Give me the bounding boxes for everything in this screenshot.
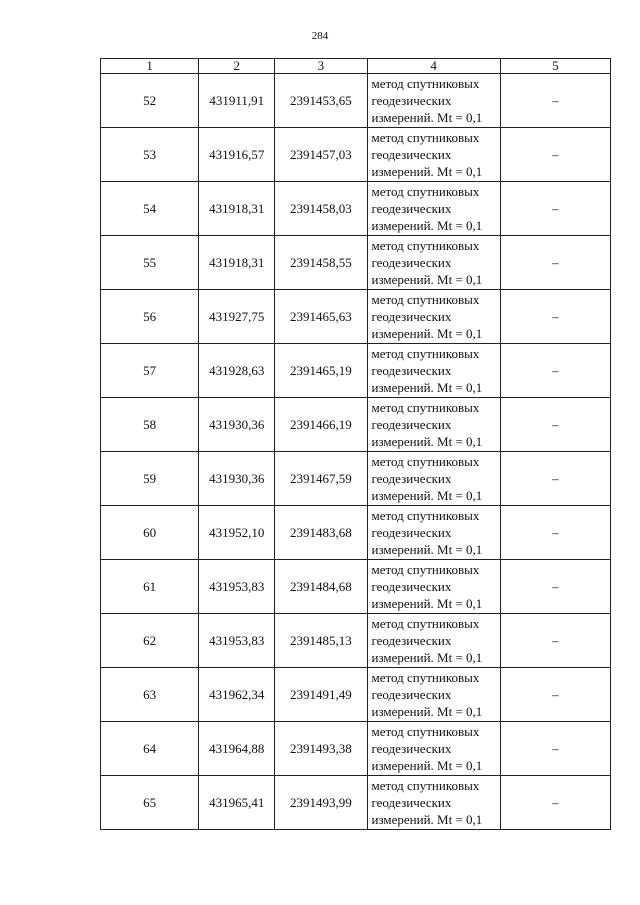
empty-value-dash-cell: – — [500, 74, 610, 128]
table-body — [101, 74, 611, 830]
point-number-cell: 53 — [101, 128, 199, 182]
table-header-row — [101, 59, 611, 74]
table-row — [101, 290, 611, 344]
y-coordinate-cell: 2391493,99 — [275, 776, 367, 830]
empty-value-dash-cell: – — [500, 128, 610, 182]
y-coordinate-cell: 2391457,03 — [275, 128, 367, 182]
method-line: метод спутниковых — [371, 508, 480, 523]
method-line: измерений. Mt = 0,1 — [371, 812, 483, 827]
point-number-cell: 54 — [101, 182, 199, 236]
table-row — [101, 182, 611, 236]
header-col-4: 4 — [367, 59, 500, 74]
method-cell — [367, 560, 500, 614]
method-cell — [367, 398, 500, 452]
header-col-1: 1 — [101, 59, 199, 74]
method-cell — [367, 344, 500, 398]
method-line: измерений. Mt = 0,1 — [371, 380, 483, 395]
empty-value-dash-cell: – — [500, 398, 610, 452]
table-row — [101, 776, 611, 830]
x-coordinate-cell: 431928,63 — [199, 344, 275, 398]
empty-value-dash-cell: – — [500, 722, 610, 776]
point-number-cell: 52 — [101, 74, 199, 128]
method-line: измерений. Mt = 0,1 — [371, 164, 483, 179]
table-row — [101, 344, 611, 398]
point-number-cell: 60 — [101, 506, 199, 560]
method-line: измерений. Mt = 0,1 — [371, 488, 483, 503]
method-line: метод спутниковых — [371, 238, 480, 253]
method-line: метод спутниковых — [371, 724, 480, 739]
point-number-cell: 59 — [101, 452, 199, 506]
method-cell — [367, 452, 500, 506]
empty-value-dash-cell: – — [500, 182, 610, 236]
method-cell — [367, 776, 500, 830]
y-coordinate-cell: 2391483,68 — [275, 506, 367, 560]
x-coordinate-cell: 431930,36 — [199, 452, 275, 506]
x-coordinate-cell: 431953,83 — [199, 614, 275, 668]
method-line: геодезических — [371, 363, 452, 378]
table-row — [101, 560, 611, 614]
method-line: метод спутниковых — [371, 778, 480, 793]
method-line: геодезических — [371, 687, 452, 702]
point-number-cell: 61 — [101, 560, 199, 614]
method-line: измерений. Mt = 0,1 — [371, 542, 483, 557]
x-coordinate-cell: 431953,83 — [199, 560, 275, 614]
x-coordinate-cell: 431930,36 — [199, 398, 275, 452]
x-coordinate-cell: 431918,31 — [199, 182, 275, 236]
table-row — [101, 722, 611, 776]
table-row — [101, 452, 611, 506]
point-number-cell: 56 — [101, 290, 199, 344]
method-line: геодезических — [371, 579, 452, 594]
method-line: измерений. Mt = 0,1 — [371, 596, 483, 611]
method-line: метод спутниковых — [371, 616, 480, 631]
table-row — [101, 74, 611, 128]
point-number-cell: 58 — [101, 398, 199, 452]
method-line: измерений. Mt = 0,1 — [371, 218, 483, 233]
empty-value-dash-cell: – — [500, 506, 610, 560]
method-line: метод спутниковых — [371, 130, 480, 145]
empty-value-dash-cell: – — [500, 668, 610, 722]
y-coordinate-cell: 2391458,55 — [275, 236, 367, 290]
empty-value-dash-cell: – — [500, 452, 610, 506]
y-coordinate-cell: 2391485,13 — [275, 614, 367, 668]
x-coordinate-cell: 431965,41 — [199, 776, 275, 830]
method-line: метод спутниковых — [371, 184, 480, 199]
empty-value-dash-cell: – — [500, 236, 610, 290]
method-line: метод спутниковых — [371, 670, 480, 685]
y-coordinate-cell: 2391484,68 — [275, 560, 367, 614]
method-line: геодезических — [371, 147, 452, 162]
y-coordinate-cell: 2391465,63 — [275, 290, 367, 344]
method-line: измерений. Mt = 0,1 — [371, 704, 483, 719]
y-coordinate-cell: 2391453,65 — [275, 74, 367, 128]
x-coordinate-cell: 431927,75 — [199, 290, 275, 344]
method-line: измерений. Mt = 0,1 — [371, 110, 483, 125]
header-col-3: 3 — [275, 59, 367, 74]
method-line: геодезических — [371, 741, 452, 756]
method-cell — [367, 128, 500, 182]
y-coordinate-cell: 2391458,03 — [275, 182, 367, 236]
y-coordinate-cell: 2391491,49 — [275, 668, 367, 722]
method-cell — [367, 290, 500, 344]
method-line: геодезических — [371, 525, 452, 540]
method-line: метод спутниковых — [371, 346, 480, 361]
coordinates-table — [100, 58, 611, 830]
point-number-cell: 64 — [101, 722, 199, 776]
method-line: измерений. Mt = 0,1 — [371, 758, 483, 773]
point-number-cell: 62 — [101, 614, 199, 668]
table-row — [101, 236, 611, 290]
method-line: геодезических — [371, 309, 452, 324]
method-cell — [367, 74, 500, 128]
method-cell — [367, 722, 500, 776]
x-coordinate-cell: 431918,31 — [199, 236, 275, 290]
method-cell — [367, 506, 500, 560]
table-row — [101, 668, 611, 722]
table-row — [101, 128, 611, 182]
empty-value-dash-cell: – — [500, 344, 610, 398]
method-cell — [367, 614, 500, 668]
method-line: геодезических — [371, 93, 452, 108]
method-line: измерений. Mt = 0,1 — [371, 434, 483, 449]
empty-value-dash-cell: – — [500, 776, 610, 830]
method-line: метод спутниковых — [371, 400, 480, 415]
x-coordinate-cell: 431962,34 — [199, 668, 275, 722]
method-line: геодезических — [371, 633, 452, 648]
method-line: метод спутниковых — [371, 76, 480, 91]
method-line: метод спутниковых — [371, 454, 480, 469]
x-coordinate-cell: 431964,88 — [199, 722, 275, 776]
method-line: геодезических — [371, 471, 452, 486]
table-row — [101, 398, 611, 452]
y-coordinate-cell: 2391465,19 — [275, 344, 367, 398]
empty-value-dash-cell: – — [500, 560, 610, 614]
table-row — [101, 506, 611, 560]
method-line: измерений. Mt = 0,1 — [371, 272, 483, 287]
x-coordinate-cell: 431911,91 — [199, 74, 275, 128]
header-col-2: 2 — [199, 59, 275, 74]
point-number-cell: 63 — [101, 668, 199, 722]
method-line: геодезических — [371, 417, 452, 432]
point-number-cell: 55 — [101, 236, 199, 290]
method-line: метод спутниковых — [371, 562, 480, 577]
method-line: геодезических — [371, 795, 452, 810]
method-cell — [367, 182, 500, 236]
point-number-cell: 65 — [101, 776, 199, 830]
y-coordinate-cell: 2391466,19 — [275, 398, 367, 452]
empty-value-dash-cell: – — [500, 614, 610, 668]
method-cell — [367, 236, 500, 290]
method-line: геодезических — [371, 201, 452, 216]
y-coordinate-cell: 2391467,59 — [275, 452, 367, 506]
page-number: 284 — [311, 30, 329, 42]
empty-value-dash-cell: – — [500, 290, 610, 344]
table-row — [101, 614, 611, 668]
x-coordinate-cell: 431952,10 — [199, 506, 275, 560]
header-col-5: 5 — [500, 59, 610, 74]
method-cell — [367, 668, 500, 722]
y-coordinate-cell: 2391493,38 — [275, 722, 367, 776]
method-line: геодезических — [371, 255, 452, 270]
method-line: измерений. Mt = 0,1 — [371, 326, 483, 341]
method-line: измерений. Mt = 0,1 — [371, 650, 483, 665]
method-line: метод спутниковых — [371, 292, 480, 307]
x-coordinate-cell: 431916,57 — [199, 128, 275, 182]
point-number-cell: 57 — [101, 344, 199, 398]
